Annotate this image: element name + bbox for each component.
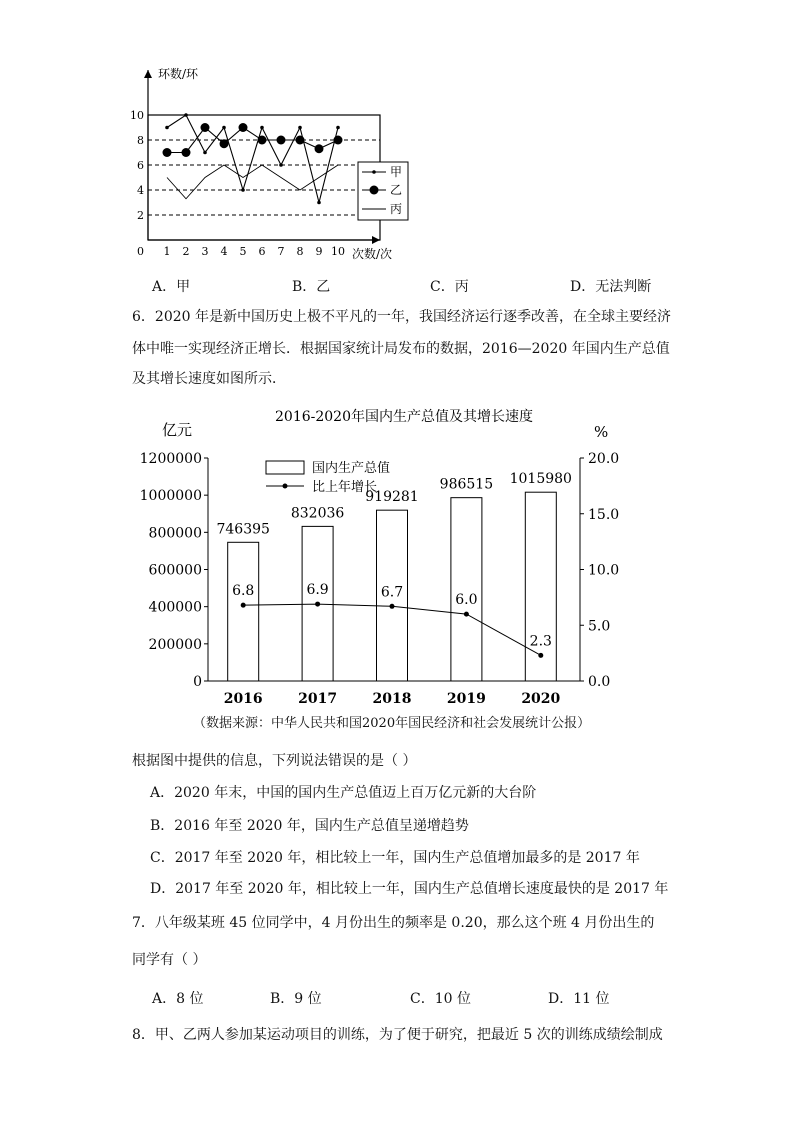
x-tick-label: 5 bbox=[239, 245, 247, 258]
right-tick-label: 0.0 bbox=[588, 674, 611, 690]
q7-option-b[interactable]: B．9 位 bbox=[270, 991, 322, 1007]
growth-label: 6.8 bbox=[232, 583, 255, 600]
series-yi-point bbox=[239, 123, 248, 132]
x-tick-label: 2020 bbox=[521, 691, 561, 707]
chart-title: 2016-2020年国内生产总值及其增长速度 bbox=[275, 409, 533, 425]
series-jia-point bbox=[203, 151, 207, 155]
x-tick-label: 2019 bbox=[446, 691, 486, 707]
q7-option-c[interactable]: C．10 位 bbox=[410, 991, 471, 1007]
origin-label: 0 bbox=[137, 245, 144, 258]
q6-option-b[interactable]: B．2016 年至 2020 年，国内生产总值呈递增趋势 bbox=[150, 818, 469, 834]
q6-stem-line-1: 6．2020 年是新中国历史上极不平凡的一年，我国经济运行逐季改善，在全球主要经济 bbox=[132, 309, 671, 325]
gdp-bar-label: 919281 bbox=[365, 489, 419, 506]
legend bbox=[266, 460, 390, 495]
x-axis-arrow bbox=[372, 236, 380, 244]
series-yi-point bbox=[296, 136, 305, 145]
y-axis-arrow bbox=[144, 70, 152, 78]
series-yi-point bbox=[258, 136, 267, 145]
q6-data-source: （数据来源：中华人民共和国2020年国民经济和社会发展统计公报） bbox=[193, 716, 591, 731]
score-line-chart bbox=[130, 60, 420, 270]
gdp-bar-label: 986515 bbox=[439, 476, 494, 493]
x-tick-label: 7 bbox=[277, 245, 285, 258]
gdp-bar-label: 746395 bbox=[216, 521, 270, 538]
series-yi-point bbox=[163, 148, 172, 157]
q6-stem-line-2: 体中唯一实现经济正增长．根据国家统计局发布的数据，2016—2020 年国内生产总值 bbox=[132, 341, 670, 357]
series-jia-point bbox=[165, 126, 169, 130]
left-tick-label: 600000 bbox=[148, 562, 202, 579]
q6-option-a[interactable]: A．2020 年末，中国的国内生产总值迈上百万亿元新的大台阶 bbox=[150, 785, 537, 801]
legend-yi-marker bbox=[370, 186, 379, 195]
series-yi-point bbox=[315, 144, 324, 153]
x-tick-label: 1 bbox=[163, 245, 171, 258]
x-tick-label: 4 bbox=[220, 245, 228, 258]
series-yi-point bbox=[220, 139, 229, 148]
left-tick-label: 800000 bbox=[148, 525, 202, 542]
q6-stem-line-3: 及其增长速度如图所示． bbox=[132, 371, 286, 387]
series-jia-point bbox=[260, 126, 264, 130]
right-tick-label: 10.0 bbox=[588, 562, 620, 579]
growth-point-2019 bbox=[464, 612, 469, 617]
left-tick-label: 400000 bbox=[148, 599, 202, 616]
y-tick-label: 10 bbox=[130, 109, 144, 122]
y-tick-label: 2 bbox=[137, 209, 144, 222]
left-tick-label: 1200000 bbox=[140, 451, 202, 467]
q7-stem-line-2: 同学有（ ） bbox=[132, 952, 207, 968]
series-jia-point bbox=[241, 188, 245, 192]
legend-jia-label: 甲 bbox=[390, 165, 403, 179]
series-jia-point bbox=[317, 201, 321, 205]
gdp-bar-2019 bbox=[451, 498, 482, 681]
left-tick-label: 0 bbox=[193, 674, 202, 690]
x-tick-label: 2016 bbox=[223, 691, 263, 707]
q7-option-a[interactable]: A．8 位 bbox=[152, 991, 204, 1007]
growth-label: 6.0 bbox=[455, 592, 478, 609]
legend-line-label: 比上年增长 bbox=[312, 480, 378, 495]
q8-stem-line-1: 8．甲、乙两人参加某运动项目的训练，为了便于研究，把最近 5 次的训练成绩绘制成 bbox=[132, 1027, 663, 1043]
series-jia-point bbox=[298, 126, 302, 130]
left-axis-unit: 亿元 bbox=[162, 421, 193, 439]
q5-option-a[interactable]: A．甲 bbox=[152, 279, 191, 295]
growth-point-2016 bbox=[241, 603, 246, 608]
q5-option-c[interactable]: C．丙 bbox=[430, 279, 469, 295]
x-tick-label: 2 bbox=[182, 245, 190, 258]
growth-point-2018 bbox=[390, 604, 395, 609]
growth-point-2017 bbox=[315, 602, 320, 607]
y-tick-label: 6 bbox=[137, 159, 144, 172]
x-tick-label: 2018 bbox=[372, 691, 412, 707]
series-jia-line bbox=[167, 115, 338, 203]
x-tick-label: 3 bbox=[201, 245, 209, 258]
q5-option-b[interactable]: B．乙 bbox=[292, 279, 331, 295]
right-tick-label: 15.0 bbox=[588, 506, 620, 523]
series-bing-line bbox=[167, 165, 338, 199]
q6-question: 根据图中提供的信息，下列说法错误的是（ ） bbox=[132, 753, 417, 769]
legend-yi-label: 乙 bbox=[390, 183, 403, 197]
x-tick-label: 10 bbox=[331, 245, 345, 258]
gdp-bar-label: 1015980 bbox=[509, 471, 572, 488]
series-yi-point bbox=[334, 136, 343, 145]
gdp-bar-2020 bbox=[525, 492, 556, 681]
right-tick-label: 20.0 bbox=[588, 451, 620, 467]
series-jia-point bbox=[222, 126, 226, 130]
gdp-bar-chart bbox=[140, 400, 660, 712]
legend-bing-label: 丙 bbox=[390, 202, 403, 216]
q7-stem-line-1: 7．八年级某班 45 位同学中，4 月份出生的频率是 0.20，那么这个班 4 月份出生的 bbox=[132, 915, 655, 931]
y-tick-label: 4 bbox=[137, 184, 144, 197]
gdp-bar-label: 832036 bbox=[290, 505, 345, 522]
y-axis-label: 环数/环 bbox=[158, 67, 199, 81]
series-jia-point bbox=[184, 113, 188, 117]
left-tick-label: 200000 bbox=[148, 636, 202, 653]
x-tick-label: 9 bbox=[315, 245, 323, 258]
right-tick-label: 5.0 bbox=[588, 618, 611, 635]
growth-label: 6.7 bbox=[380, 584, 404, 601]
q7-option-d[interactable]: D．11 位 bbox=[548, 991, 610, 1007]
x-axis-label: 次数/次 bbox=[352, 247, 393, 261]
q6-option-d[interactable]: D．2017 年至 2020 年，相比较上一年，国内生产总值增长速度最快的是 2017 年 bbox=[150, 881, 669, 897]
left-tick-label: 1000000 bbox=[140, 488, 202, 505]
series-yi-point bbox=[277, 136, 286, 145]
legend-bar-swatch bbox=[266, 461, 304, 474]
right-axis-unit: % bbox=[594, 423, 609, 441]
growth-label: 2.3 bbox=[529, 633, 552, 650]
growth-label: 6.9 bbox=[306, 582, 329, 599]
legend-bar-label: 国内生产总值 bbox=[312, 461, 391, 476]
gdp-bar-2016 bbox=[228, 542, 259, 681]
series-jia-point bbox=[336, 126, 340, 130]
legend-line-marker bbox=[283, 484, 288, 489]
series-yi-point bbox=[201, 123, 210, 132]
x-tick-label: 2017 bbox=[298, 691, 338, 707]
q5-option-d[interactable]: D．无法判断 bbox=[570, 279, 652, 295]
growth-point-2020 bbox=[538, 653, 543, 658]
y-tick-label: 8 bbox=[137, 134, 144, 147]
legend-jia-marker bbox=[372, 170, 376, 174]
series-jia-point bbox=[279, 163, 283, 167]
legend bbox=[358, 162, 408, 220]
q6-option-c[interactable]: C．2017 年至 2020 年，相比较上一年，国内生产总值增加最多的是 2017 年 bbox=[150, 850, 640, 866]
series-yi-point bbox=[182, 148, 191, 157]
x-tick-label: 8 bbox=[296, 245, 304, 258]
plot-frame bbox=[148, 115, 380, 240]
x-tick-label: 6 bbox=[258, 245, 266, 258]
